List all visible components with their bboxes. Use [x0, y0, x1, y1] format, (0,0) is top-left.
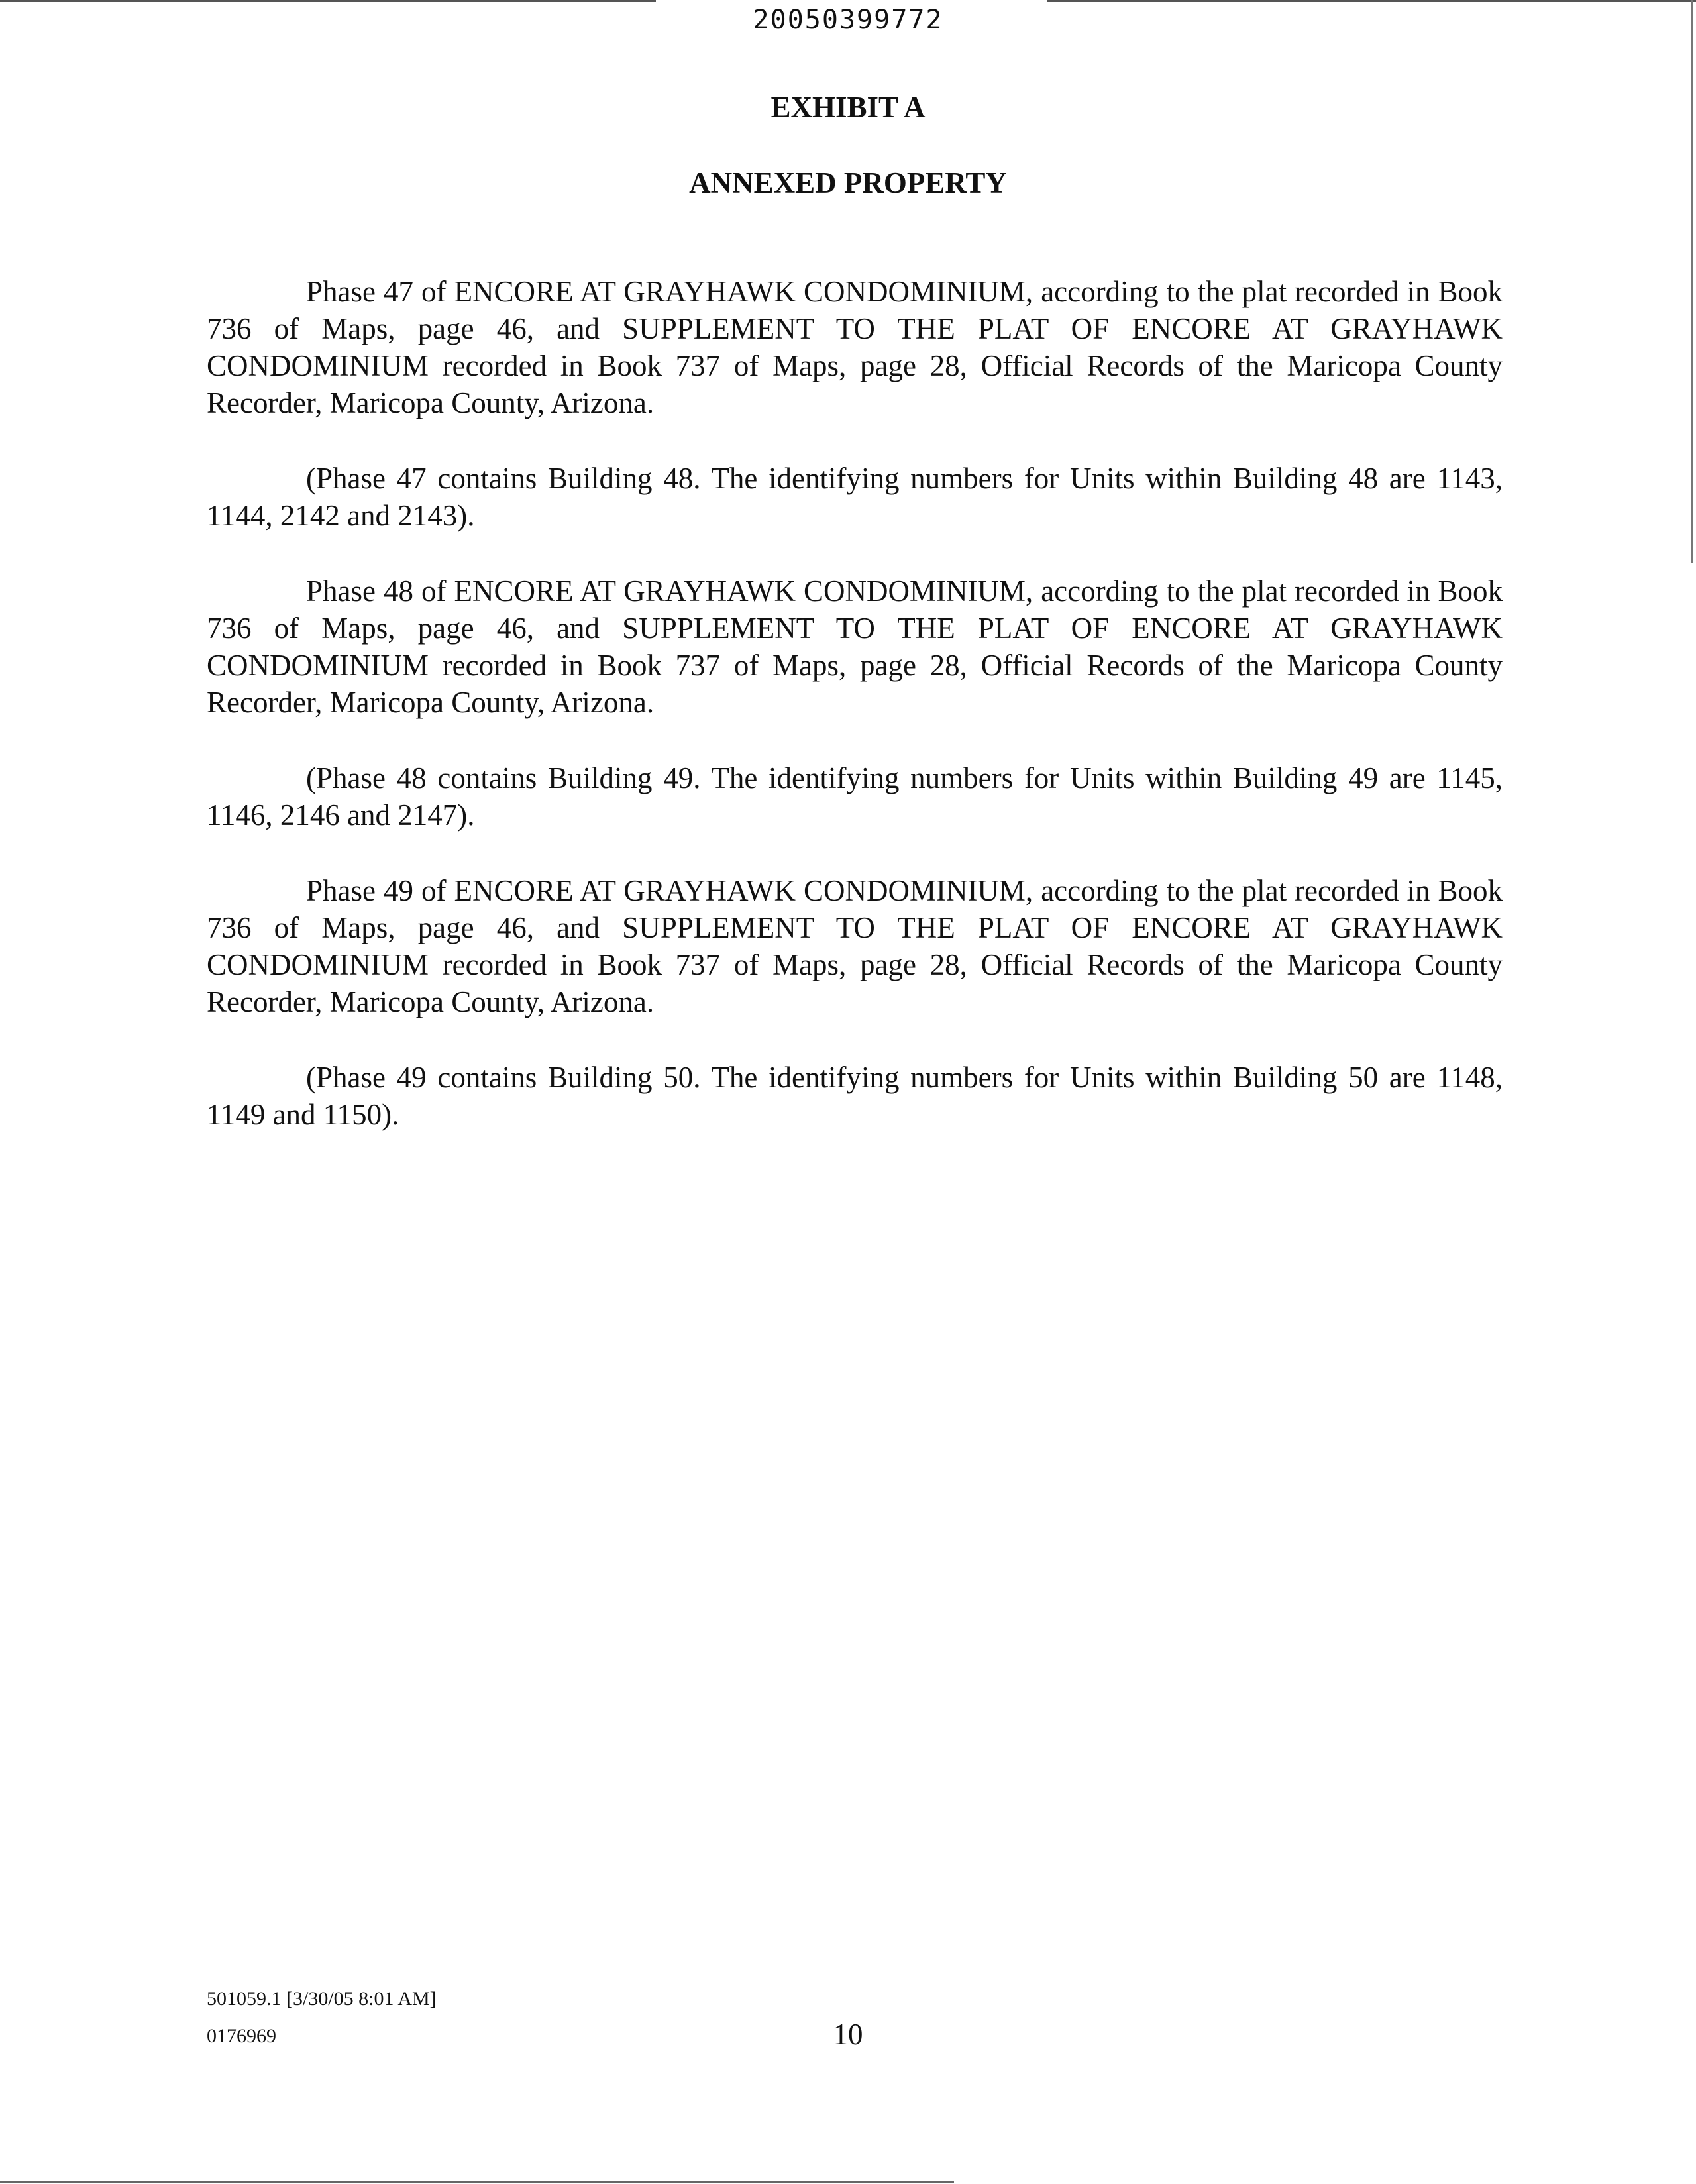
annexed-property-title: ANNEXED PROPERTY [689, 166, 1007, 199]
phase-47-units: (Phase 47 contains Building 48. The identifying numbers for Units within Building 48 are 1143, 1144, 2142 and 2143). [207, 462, 1503, 532]
scan-edge-right [1691, 0, 1693, 563]
footer-code: 0176969 [207, 2025, 276, 2047]
scan-edge-bottom [0, 2181, 954, 2183]
page-number: 10 [833, 2018, 863, 2051]
footer-document-id: 501059.1 [3/30/05 8:01 AM] [207, 1988, 437, 2010]
phase-49-units: (Phase 49 contains Building 50. The identifying numbers for Units within Building 50 are 1148, 1149 and 1150). [207, 1061, 1503, 1131]
phase-48-units: (Phase 48 contains Building 49. The identifying numbers for Units within Building 49 are 1145, 1146, 2146 and 2147). [207, 761, 1503, 832]
document-body [207, 273, 1503, 1172]
phase-48-description: Phase 48 of ENCORE AT GRAYHAWK CONDOMINIUM, according to the plat recorded in Book 736 of Maps, page 46, and SUPPLEMENT TO THE PLAT OF ENCORE AT GRAYHAWK CONDOMINIUM recorded in Book 737 of Maps, page 28, Official Records of the Maricopa County Recorder, Maricopa County, Arizona. [207, 574, 1503, 719]
phase-47-description: Phase 47 of ENCORE AT GRAYHAWK CONDOMINIUM, according to the plat recorded in Book 736 of Maps, page 46, and SUPPLEMENT TO THE PLAT OF ENCORE AT GRAYHAWK CONDOMINIUM recorded in Book 737 of Maps, page 28, Official Records of the Maricopa County Recorder, Maricopa County, Arizona. [207, 275, 1503, 419]
phase-49-description: Phase 49 of ENCORE AT GRAYHAWK CONDOMINIUM, according to the plat recorded in Book 736 of Maps, page 46, and SUPPLEMENT TO THE PLAT OF ENCORE AT GRAYHAWK CONDOMINIUM recorded in Book 737 of Maps, page 28, Official Records of the Maricopa County Recorder, Maricopa County, Arizona. [207, 874, 1503, 1018]
exhibit-title: EXHIBIT A [770, 91, 926, 124]
recording-number: 20050399772 [753, 5, 943, 35]
